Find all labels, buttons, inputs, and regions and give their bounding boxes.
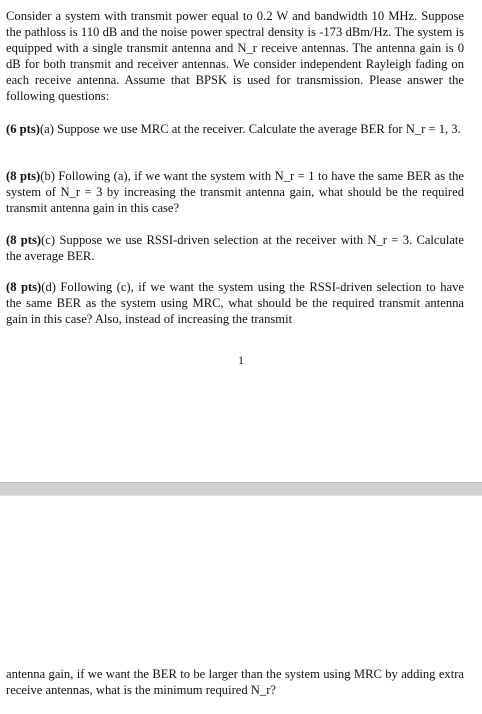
question-a xyxy=(6,121,464,137)
document-page-2 xyxy=(0,496,482,714)
question-c-points: (8 pts) xyxy=(6,233,42,247)
page-separator xyxy=(0,482,482,496)
question-d-points: (8 pts) xyxy=(6,280,42,294)
intro-paragraph: Consider a system with transmit power equal to 0.2 W and bandwidth 10 MHz. Suppose the pathloss is 110 dB and the noise power spectral density is -173 dBm/Hz. The system is equipped with a single transmit antenna and N_r receive antennas. The antenna gain is 0 dB for both transmit and receiver antennas. We consider independent Rayleigh fading on each receive antenna. Assume that BPSK is used for transmission. Please answer the following questions: xyxy=(6,9,464,103)
question-b xyxy=(6,168,464,216)
question-d-text: (d) Following (c), if we want the system using the RSSI-driven selection to have the same BER as the system using MRC, what should be the required transmit antenna gain in this case? Also, instead of increasing the transmit xyxy=(6,280,464,326)
question-d-continuation: antenna gain, if we want the BER to be larger than the system using MRC by adding extra receive antennas, what is the minimum required N_r? xyxy=(6,667,464,697)
question-c xyxy=(6,232,464,264)
question-a-text: (a) Suppose we use MRC at the receiver. Calculate the average BER for N_r = 1, 3. xyxy=(39,122,461,136)
question-b-points: (8 pts) xyxy=(6,169,41,183)
page-number: 1 xyxy=(238,353,244,367)
question-b-text: (b) Following (a), if we want the system with N_r = 1 to have the same BER as the system of N_r = 3 by increasing the transmit antenna gain, what should be the required transmit antenna gain in this case? xyxy=(6,169,464,215)
question-a-points: (6 pts) xyxy=(6,122,40,136)
question-c-text: (c) Suppose we use RSSI-driven selection at the receiver with N_r = 3. Calculate the average BER. xyxy=(6,233,464,263)
question-d xyxy=(6,279,464,327)
